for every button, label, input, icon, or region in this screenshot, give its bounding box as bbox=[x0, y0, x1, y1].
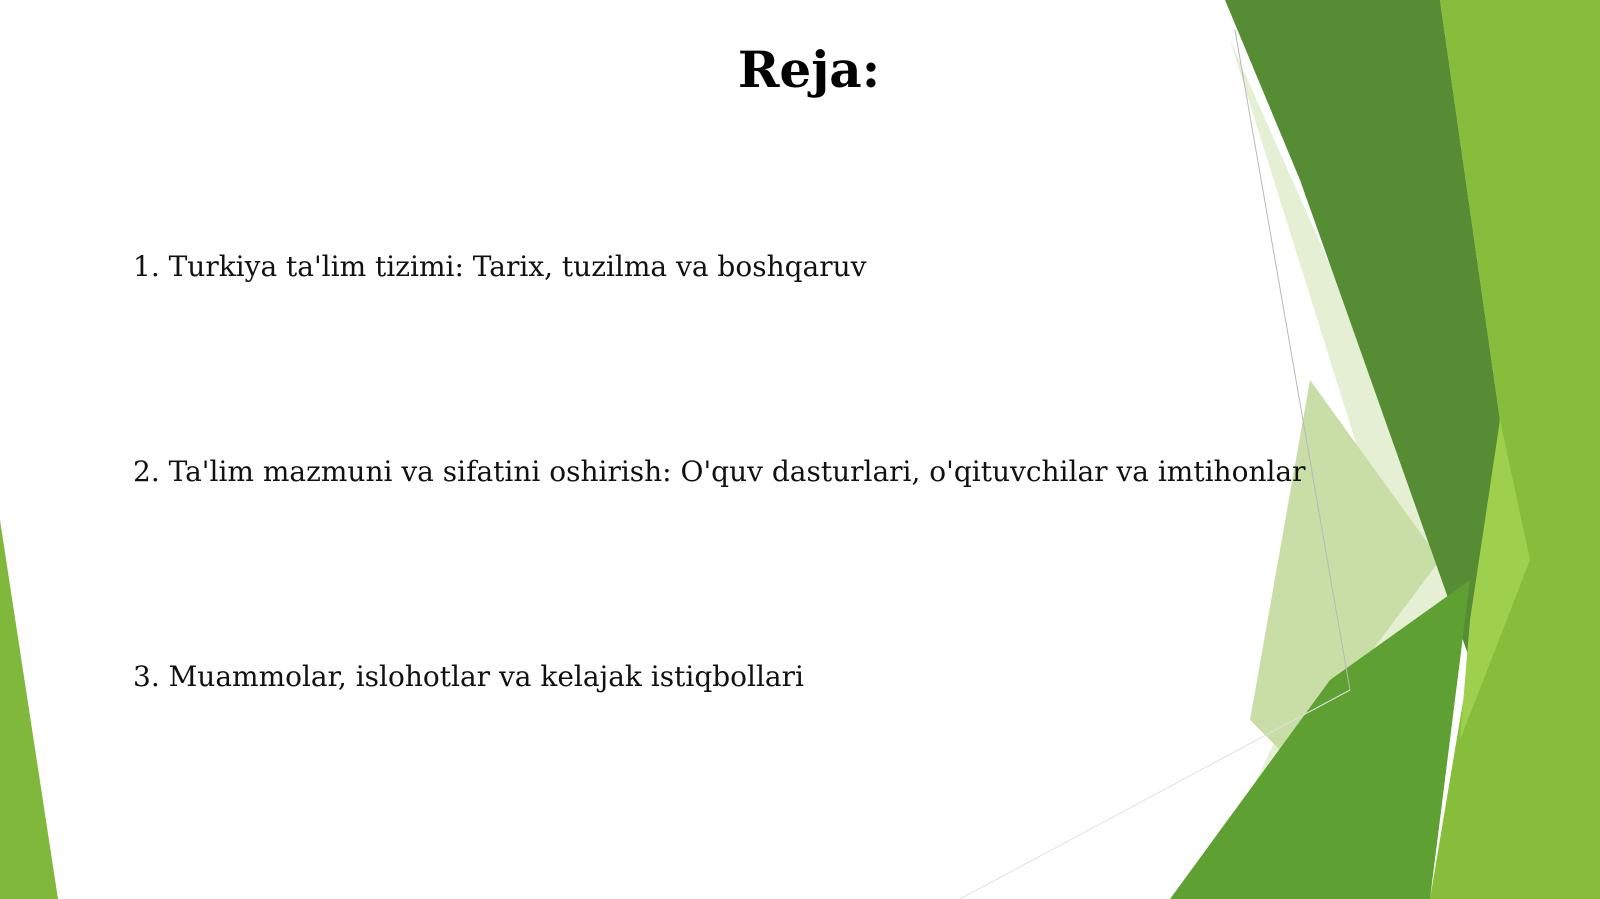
plan-item-3: 3. Muammolar, islohotlar va kelajak istiqbollari bbox=[133, 660, 804, 693]
slide-title: Reja: bbox=[737, 40, 881, 99]
plan-item-2: 2. Ta'lim mazmuni va sifatini oshirish: O'quv dasturlari, o'qituvchilar va imtihonlar bbox=[133, 455, 1306, 488]
left-green-sliver bbox=[0, 520, 58, 899]
plan-item-1: 1. Turkiya ta'lim tizimi: Tarix, tuzilma va boshqaruv bbox=[133, 250, 867, 283]
